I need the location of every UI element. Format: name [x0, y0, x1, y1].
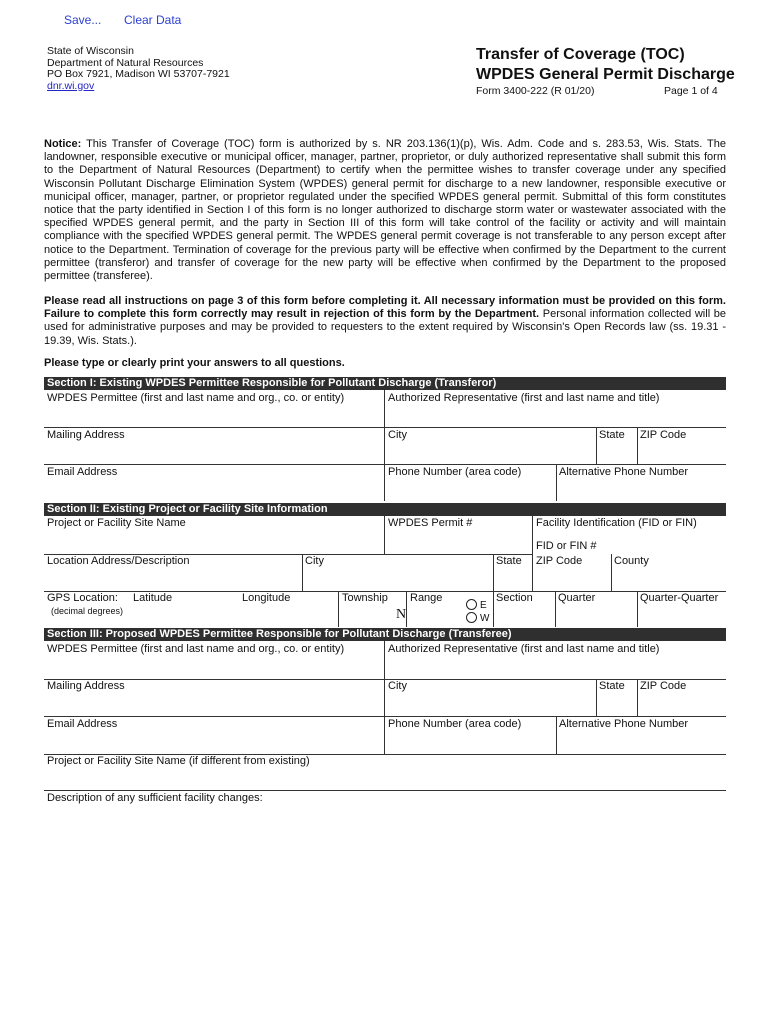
s3-phone-input[interactable]	[388, 734, 553, 750]
west-radio[interactable]	[466, 612, 477, 623]
s3-site-name-label: Project or Facility Site Name (if different from existing)	[47, 755, 310, 767]
s3-phone-label: Phone Number (area code)	[388, 718, 522, 730]
notice-label: Notice:	[44, 138, 82, 150]
divider	[44, 716, 726, 717]
s3-email-input[interactable]	[47, 734, 381, 750]
instructions-paragraph	[44, 295, 726, 348]
s2-site-name-input[interactable]	[47, 533, 381, 549]
s2-facility-id-label: Facility Identification (FID or FIN)	[536, 517, 697, 529]
s3-zip-label: ZIP Code	[640, 680, 687, 692]
s2-quarter-quarter-label: Quarter-Quarter	[640, 592, 719, 604]
divider	[556, 464, 557, 501]
divider	[384, 679, 385, 716]
s3-email-label: Email Address	[47, 718, 118, 730]
divider	[493, 591, 494, 627]
s1-email-input[interactable]	[47, 482, 381, 498]
s3-permittee-input[interactable]	[47, 660, 381, 676]
s1-zip-input[interactable]	[640, 445, 724, 461]
s3-zip-input[interactable]	[640, 697, 724, 713]
divider	[384, 641, 385, 679]
s3-mailing-input[interactable]	[47, 697, 381, 713]
s2-longitude-input[interactable]	[242, 607, 334, 623]
s3-city-label: City	[388, 680, 407, 692]
s1-phone-input[interactable]	[388, 482, 553, 498]
divider	[532, 554, 533, 591]
divider	[532, 516, 533, 554]
s2-longitude-label: Longitude	[242, 592, 291, 604]
divider	[406, 591, 407, 627]
s3-mailing-label: Mailing Address	[47, 680, 125, 692]
notice-text: This Transfer of Coverage (TOC) form is authorized by s. NR 203.136(1)(p), Wis. Adm. Code and s. 283.53, Wis. Stats. The landowner, responsible executive or municipal officer, manager, partner, proprietor, or duly authorized representative shall submit this form to the Department of Natural Resources (Department) to certify when the permittee wishes to transfer coverage under any specified Wisconsin Pollutant Discharge Elimination System (WPDES) general permit for discharge to a new landowner, responsible executive or municipal officer, manager, partner, or proprietor regulated under the specified WPDES general permit. Submittal of this form constitutes notice that the party identified in Section I of this form is no longer authorized to discharge storm water or wastewater associated with the specified WPDES general permit, and the party in Section III of this form will take control of the facility or activity and will maintain compliance with the specified WPDES general permit. The WPDES general permit coverage is not transferable to any person except after notice to the Department. Termination of coverage for the previous party will be effective when confirmed by the Department to the current permittee (transferor) and transfer of coverage for the new party will be effective when confirmed by the Department to the proposed permittee (transferee).	[44, 138, 726, 283]
s3-auth-rep-input[interactable]	[388, 660, 722, 676]
s2-range-input[interactable]	[410, 609, 462, 625]
s1-state-input[interactable]	[599, 445, 634, 461]
s2-section-label: Section	[496, 592, 533, 604]
s1-mailing-input[interactable]	[47, 445, 381, 461]
s2-gps-label: GPS Location:	[47, 592, 118, 604]
s2-location-input[interactable]	[47, 572, 299, 588]
s2-permit-label: WPDES Permit #	[388, 517, 473, 529]
divider	[596, 679, 597, 716]
s2-county-input[interactable]	[614, 572, 724, 588]
s2-township-input[interactable]	[342, 609, 392, 625]
s1-permittee-label: WPDES Permittee (first and last name and org., co. or entity)	[47, 392, 345, 404]
section3-header: Section III: Proposed WPDES Permittee Responsible for Pollutant Discharge (Transferee)	[44, 628, 726, 641]
s1-mailing-label: Mailing Address	[47, 429, 125, 441]
s2-east-label: E	[480, 600, 487, 611]
s2-site-name-label: Project or Facility Site Name	[47, 517, 186, 529]
s2-county-label: County	[614, 555, 649, 567]
s2-quarter-quarter-input[interactable]	[640, 609, 724, 625]
s2-range-label: Range	[410, 592, 443, 604]
s1-auth-rep-label: Authorized Representative (first and last name and title)	[388, 392, 660, 404]
s1-city-label: City	[388, 429, 407, 441]
s3-alt-phone-label: Alternative Phone Number	[559, 718, 689, 730]
divider	[44, 790, 726, 791]
s3-state-label: State	[599, 680, 625, 692]
agency-block	[47, 46, 230, 92]
agency-state: State of Wisconsin	[47, 45, 134, 57]
s2-township-label: Township	[342, 592, 388, 604]
s2-state-input[interactable]	[496, 572, 530, 588]
s3-permittee-label: WPDES Permittee (first and last name and org., co. or entity)	[47, 643, 345, 655]
s1-city-input[interactable]	[388, 445, 593, 461]
s3-description-label: Description of any sufficient facility changes:	[47, 792, 263, 804]
clear-data-button[interactable]: Clear Data	[124, 13, 182, 27]
s2-quarter-input[interactable]	[558, 609, 634, 625]
s2-quarter-label: Quarter	[558, 592, 596, 604]
divider	[555, 591, 556, 627]
agency-department: Department of Natural Resources	[47, 56, 204, 69]
divider	[637, 679, 638, 716]
s2-latitude-label: Latitude	[133, 592, 173, 604]
agency-address: PO Box 7921, Madison WI 53707-7921	[47, 68, 230, 80]
s2-city-input[interactable]	[305, 572, 490, 588]
s1-zip-label: ZIP Code	[640, 429, 687, 441]
divider	[384, 716, 385, 754]
divider	[493, 554, 494, 591]
s2-permit-input[interactable]	[388, 533, 529, 549]
s1-phone-label: Phone Number (area code)	[388, 466, 522, 478]
form-title-line2: WPDES General Permit Discharge	[476, 66, 735, 83]
s1-alt-phone-input[interactable]	[559, 482, 724, 498]
s1-alt-phone-label: Alternative Phone Number	[559, 466, 689, 478]
agency-website-link[interactable]: dnr.wi.gov	[47, 79, 95, 92]
s3-description-input[interactable]	[47, 808, 723, 1008]
s2-decimal-degrees-label: (decimal degrees)	[51, 606, 124, 616]
s2-zip-label: ZIP Code	[536, 555, 583, 567]
instructions-bold: Please read all instructions on page 3 of this form before completing it. All necessary information must be provided on this form. Failure to complete this form correctly may result in rejection of this form by the Department.	[44, 295, 726, 321]
s2-north-label: N	[396, 607, 407, 622]
divider	[637, 427, 638, 464]
divider	[384, 516, 385, 554]
form-title-line1: Transfer of Coverage (TOC)	[476, 46, 685, 63]
notice-paragraph	[44, 138, 726, 283]
s3-auth-rep-label: Authorized Representative (first and last name and title)	[388, 643, 660, 655]
save-button[interactable]: Save...	[64, 13, 102, 27]
s2-section-input[interactable]	[496, 609, 552, 625]
s2-state-label: State	[496, 555, 522, 567]
type-instructions: Please type or clearly print your answers to all questions.	[44, 357, 345, 369]
s3-state-input[interactable]	[599, 697, 634, 713]
divider	[44, 464, 726, 465]
s1-email-label: Email Address	[47, 466, 118, 478]
s3-site-name-input[interactable]	[47, 771, 723, 787]
s2-fid-value: FID or FIN #	[536, 540, 597, 552]
s2-west-label: W	[480, 613, 490, 624]
s3-city-input[interactable]	[388, 697, 593, 713]
form-number: Form 3400-222 (R 01/20)	[476, 85, 595, 97]
s2-latitude-input[interactable]	[133, 607, 233, 623]
s1-auth-rep-input[interactable]	[388, 408, 722, 424]
s3-alt-phone-input[interactable]	[559, 734, 724, 750]
east-radio[interactable]	[466, 599, 477, 610]
divider	[384, 427, 385, 464]
divider	[596, 427, 597, 464]
divider	[384, 390, 385, 427]
divider	[302, 554, 303, 591]
s2-zip-input[interactable]	[536, 572, 609, 588]
section1-header: Section I: Existing WPDES Permittee Responsible for Pollutant Discharge (Transferor)	[44, 377, 726, 390]
s2-city-label: City	[305, 555, 324, 567]
s2-location-label: Location Address/Description	[47, 555, 190, 567]
s1-state-label: State	[599, 429, 625, 441]
divider	[384, 464, 385, 501]
form-title	[476, 45, 735, 85]
page-number: Page 1 of 4	[664, 85, 718, 97]
divider	[338, 591, 339, 627]
section2-header: Section II: Existing Project or Facility Site Information	[44, 503, 726, 516]
divider	[556, 716, 557, 754]
divider	[637, 591, 638, 627]
instructions-normal: Personal information collected will be used for administrative purposes and may be provided to requesters to the extent required by Wisconsin's Open Records law (ss. 19.31 - 19.39, Wis. Stats.).	[44, 308, 726, 347]
divider	[44, 427, 726, 428]
s1-permittee-input[interactable]	[47, 408, 381, 424]
divider	[611, 554, 612, 591]
